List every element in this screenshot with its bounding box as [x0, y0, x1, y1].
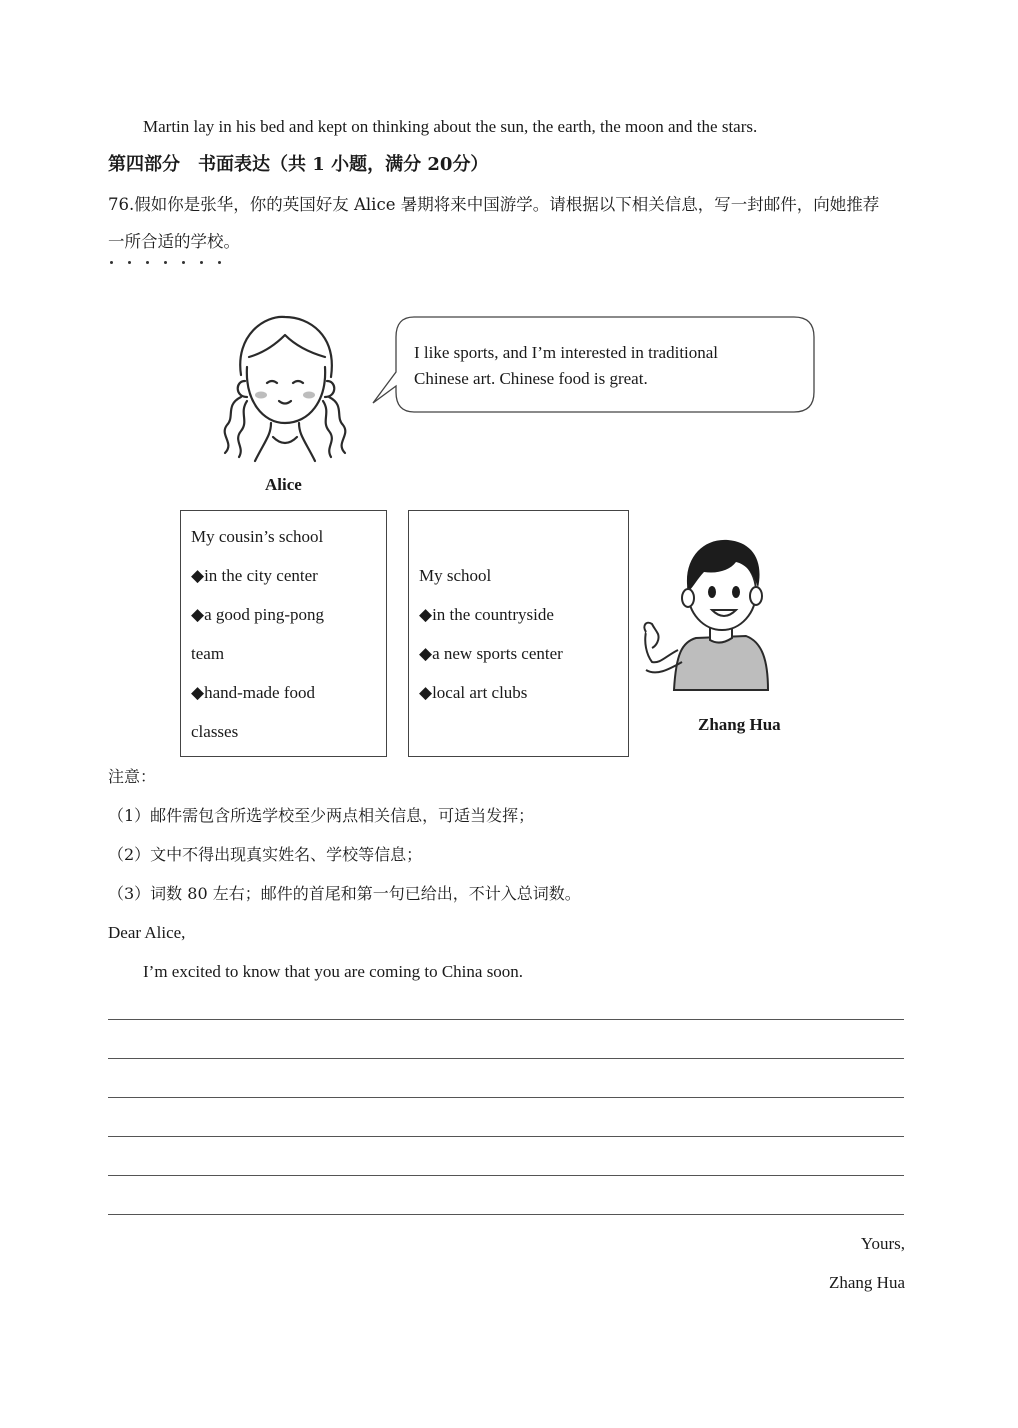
section-score: 20	[427, 154, 453, 175]
question-prompt-line1: 76.假如你是张华，你的英国好友 Alice 暑期将来中国游学。请根据以下相关信息，写一封邮件，向她推荐	[108, 195, 880, 214]
speech-bubble	[370, 316, 816, 416]
letter-greeting: Dear Alice,	[108, 923, 186, 942]
section-heading	[108, 153, 488, 177]
my-school-title: My school	[419, 566, 492, 585]
cousin-school-item: ◆a good ping-pong	[191, 605, 325, 624]
cousin-school-item: ◆in the city center	[191, 566, 318, 585]
notes-heading: 注意：	[108, 767, 157, 786]
my-school-item: ◆local art clubs	[419, 683, 528, 702]
speech-line-2: Chinese art. Chinese food is great.	[414, 369, 648, 388]
my-school-box	[408, 510, 629, 757]
note-item: （2）文中不得出现真实姓名、学校等信息；	[108, 845, 423, 864]
alice-illustration	[205, 305, 365, 465]
alice-caption: Alice	[265, 475, 302, 494]
section-heading-mid: 小题，满分	[331, 154, 422, 175]
answer-line[interactable]	[108, 1019, 904, 1020]
letter-signature: Zhang Hua	[828, 1273, 905, 1292]
cousin-school-item: team	[191, 644, 225, 663]
zhang-hua-caption: Zhang Hua	[698, 715, 781, 734]
my-school-item: ◆a new sports center	[419, 644, 563, 663]
cousin-school-box	[180, 510, 387, 757]
emphasis-dots	[110, 251, 236, 269]
letter-closing: Yours,	[860, 1234, 905, 1253]
cousin-school-item: classes	[191, 722, 239, 741]
cousin-school-title: My cousin’s school	[191, 527, 324, 546]
answer-line[interactable]	[108, 1136, 904, 1137]
cousin-school-item: ◆hand-made food	[191, 683, 316, 702]
note-item: （1）邮件需包含所选学校至少两点相关信息，可适当发挥；	[108, 806, 535, 825]
answer-line[interactable]	[108, 1097, 904, 1098]
speech-line-1: I like sports, and I’m interested in traditional	[414, 343, 719, 362]
my-school-item: ◆in the countryside	[419, 605, 554, 624]
section-question-count: 1	[312, 154, 325, 175]
letter-first-sentence: I’m excited to know that you are coming to China soon.	[143, 962, 524, 981]
section-heading-end: 分）	[452, 154, 489, 175]
question-prompt-line2: 一所合适的学校。	[108, 232, 240, 251]
answer-line[interactable]	[108, 1214, 904, 1215]
section-heading-title: 第四部分 书面表达（共	[108, 154, 306, 175]
story-final-sentence: Martin lay in his bed and kept on thinking about the sun, the earth, the moon and the stars.	[143, 117, 758, 136]
answer-line[interactable]	[108, 1175, 904, 1176]
note-item: （3）词数 80 左右；邮件的首尾和第一句已给出，不计入总词数。	[108, 884, 581, 903]
answer-line[interactable]	[108, 1058, 904, 1059]
zhang-hua-illustration	[638, 530, 788, 700]
